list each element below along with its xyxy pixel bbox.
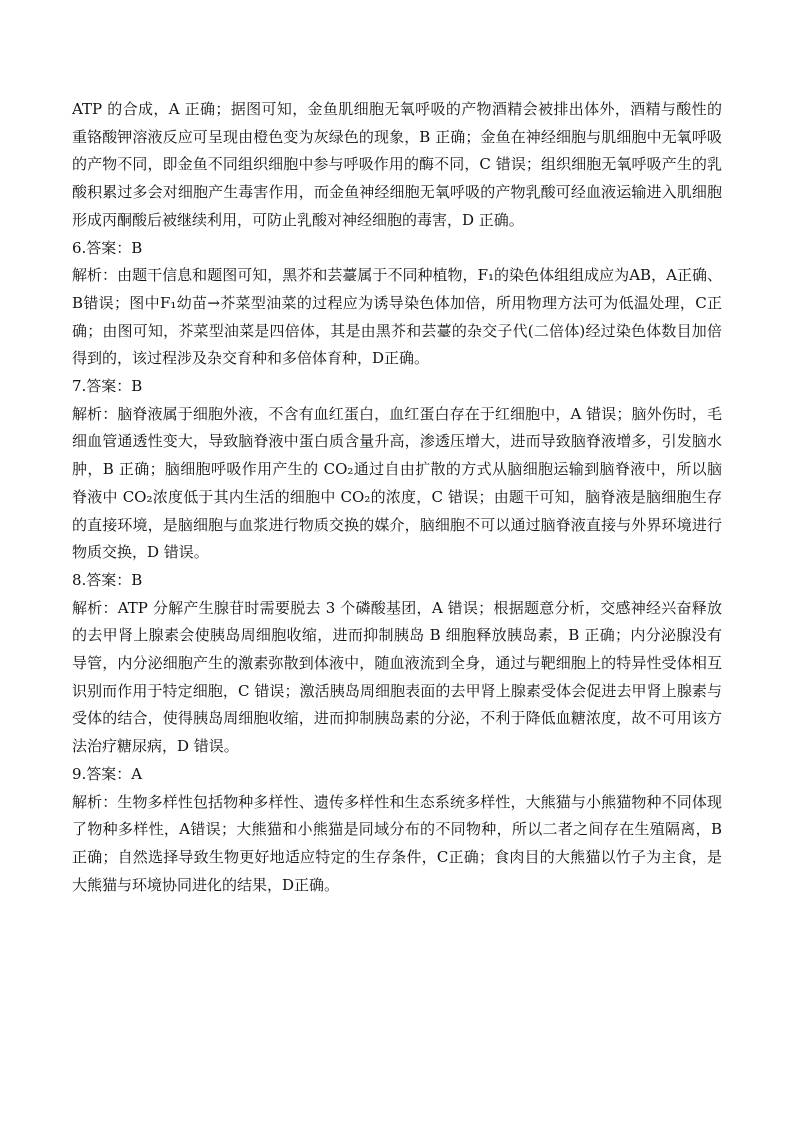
answer-7: 7.答案：B <box>72 377 143 396</box>
analysis-8: 解析：ATP 分解产生腺苷时需要脱去 3 个磷酸基团，A 错误；根据题意分析，交感神经兴奋释放的去甲肾上腺素会使胰岛周细胞收缩，进而抑制胰岛 B 细胞释放胰岛素，B 正确；内分泌腺没有导管，内分泌细胞产生的激素弥散到体液中，随血液流到全身，通过与靶细胞上的特异性受体相互识别而作用于特定细胞，C 错误；激活胰岛周细胞表面的去甲肾上腺素受体会促进去甲肾上腺素与受体的结合，使得胰岛周细胞收缩，进而抑制胰岛素的分泌，不利于降低血糖浓度，故不可用该方法治疗糖尿病，D 错误。 <box>72 598 722 756</box>
answer-6: 6.答案：B <box>72 238 143 257</box>
answer-8: 8.答案：B <box>72 570 143 589</box>
analysis-6: 解析：由题干信息和题图可知，黑芥和芸薹属于不同种植物，F₁的染色体组组成应为AB，A正确、B错误；图中F₁幼苗→芥菜型油菜的过程应为诱导染色体加倍，所用物理方法可为低温处理，C正确；由图可知，芥菜型油菜是四倍体，其是由黑芥和芸薹的杂交子代(二倍体)经过染色体数目加倍得到的，该过程涉及杂交育种和多倍体育种，D正确。 <box>72 266 722 368</box>
paragraph-intro: ATP 的合成，A 正确；据图可知，金鱼肌细胞无氧呼吸的产物酒精会被排出体外，酒精与酸性的重铬酸钾溶液反应可呈现由橙色变为灰绿色的现象，B 正确；金鱼在神经细胞与肌细胞中无氧呼吸的产物不同，即金鱼不同组织细胞中参与呼吸作用的酶不同，C 错误；组织细胞无氧呼吸产生的乳酸积累过多会对细胞产生毒害作用，而金鱼神经细胞无氧呼吸的产物乳酸可经血液运输进入肌细胞形成丙酮酸后被继续利用，可防止乳酸对神经细胞的毒害，D 正确。 <box>72 100 722 229</box>
analysis-7: 解析：脑脊液属于细胞外液，不含有血红蛋白，血红蛋白存在于红细胞中，A 错误；脑外伤时，毛细血管通透性变大，导致脑脊液中蛋白质含量升高，渗透压增大，进而导致脑脊液增多，引发脑水肿，B 正确；脑细胞呼吸作用产生的 CO₂通过自由扩散的方式从脑细胞运输到脑脊液中，所以脑脊液中 CO₂浓度低于其内生活的细胞中 CO₂的浓度，C 错误；由题干可知，脑脊液是脑细胞生存的直接环境，是脑细胞与血浆进行物质交换的媒介，脑细胞不可以通过脑脊液直接与外界环境进行物质交换，D 错误。 <box>72 404 722 562</box>
document-body <box>72 96 722 899</box>
answer-9: 9.答案：A <box>72 764 143 783</box>
analysis-9: 解析：生物多样性包括物种多样性、遗传多样性和生态系统多样性，大熊猫与小熊猫物种不同体现了物种多样性，A错误；大熊猫和小熊猫是同域分布的不同物种，所以二者之间存在生殖隔离，B正确；自然选择导致生物更好地适应特定的生存条件，C正确；食肉目的大熊猫以竹子为主食，是大熊猫与环境协同进化的结果，D正确。 <box>72 792 722 894</box>
